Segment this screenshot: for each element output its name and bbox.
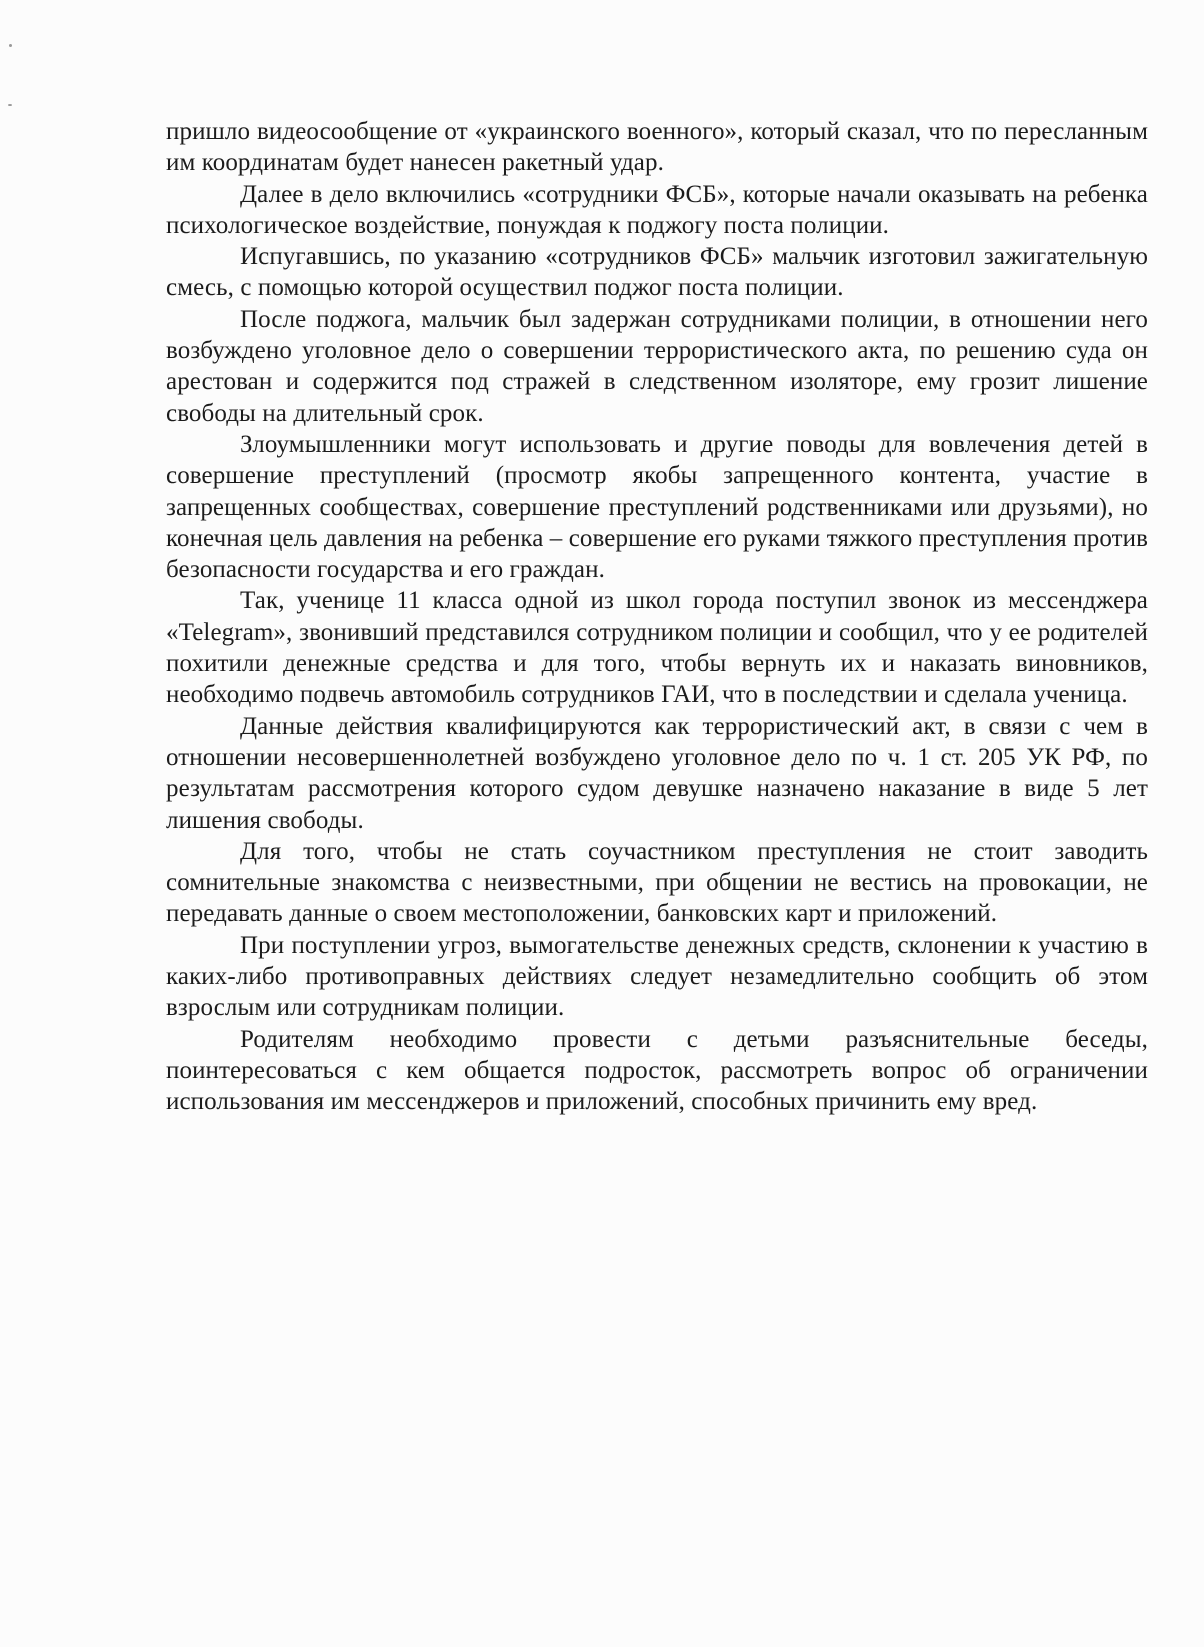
paragraph-8: Для того, чтобы не стать соучастником преступления не стоит заводить сомнительные знакомства с неизвестными, при общении не вестись на провокации, не передавать данные о своем местоположении, банковских карт и приложений.	[166, 837, 1148, 928]
paragraph-7: Данные действия квалифицируются как террористический акт, в связи с чем в отношении несовершеннолетней возбуждено уголовное дело по ч. 1 ст. 205 УК РФ, по результатам рассмотрения которого судом девушке назначено наказание в виде 5 лет лишения свободы.	[166, 712, 1148, 834]
paragraph-9: При поступлении угроз, вымогательстве денежных средств, склонении к участию в каких-либо противоправных действиях следует незамедлительно сообщить об этом взрослым или сотрудникам полиции.	[166, 931, 1148, 1022]
paragraph-5: Злоумышленники могут использовать и другие поводы для вовлечения детей в совершение преступлений (просмотр якобы запрещенного контента, участие в запрещенных сообществах, совершение преступлений родственниками или друзьями), но конечная цель давления на ребенка – совершение его руками тяжкого преступления против безопасности государства и его граждан.	[166, 430, 1148, 584]
paragraph-2: Далее в дело включились «сотрудники ФСБ», которые начали оказывать на ребенка психологическое воздействие, понуждая к поджогу поста полиции.	[166, 180, 1148, 239]
paragraph-4: После поджога, мальчик был задержан сотрудниками полиции, в отношении него возбуждено уголовное дело о совершении террористического акта, по решению суда он арестован и содержится под стражей в следственном изоляторе, ему грозит лишение свободы на длительный срок.	[166, 305, 1148, 427]
scan-speck	[8, 104, 12, 106]
paragraph-3: Испугавшись, по указанию «сотрудников ФСБ» мальчик изготовил зажигательную смесь, с помощью которой осуществил поджог поста полиции.	[166, 243, 1148, 302]
paragraph-10: Родителям необходимо провести с детьми разъяснительные беседы, поинтересоваться с кем общается подросток, рассмотреть вопрос об ограничении использования им мессенджеров и приложений, способных причинить ему вред.	[166, 1025, 1148, 1116]
paragraph-6: Так, ученице 11 класса одной из школ города поступил звонок из мессенджера «Telegram», звонивший представился сотрудником полиции и сообщил, что у ее родителей похитили денежные средства и для того, чтобы вернуть их и наказать виновников, необходимо подвечь автомобиль сотрудников ГАИ, что в последствии и сделала ученица.	[166, 587, 1148, 709]
paragraph-1: пришло видеосообщение от «украинского военного», который сказал, что по пересланным им координатам будет нанесен ракетный удар.	[166, 118, 1148, 177]
document-body	[166, 116, 1148, 1118]
scan-speck	[9, 44, 12, 47]
